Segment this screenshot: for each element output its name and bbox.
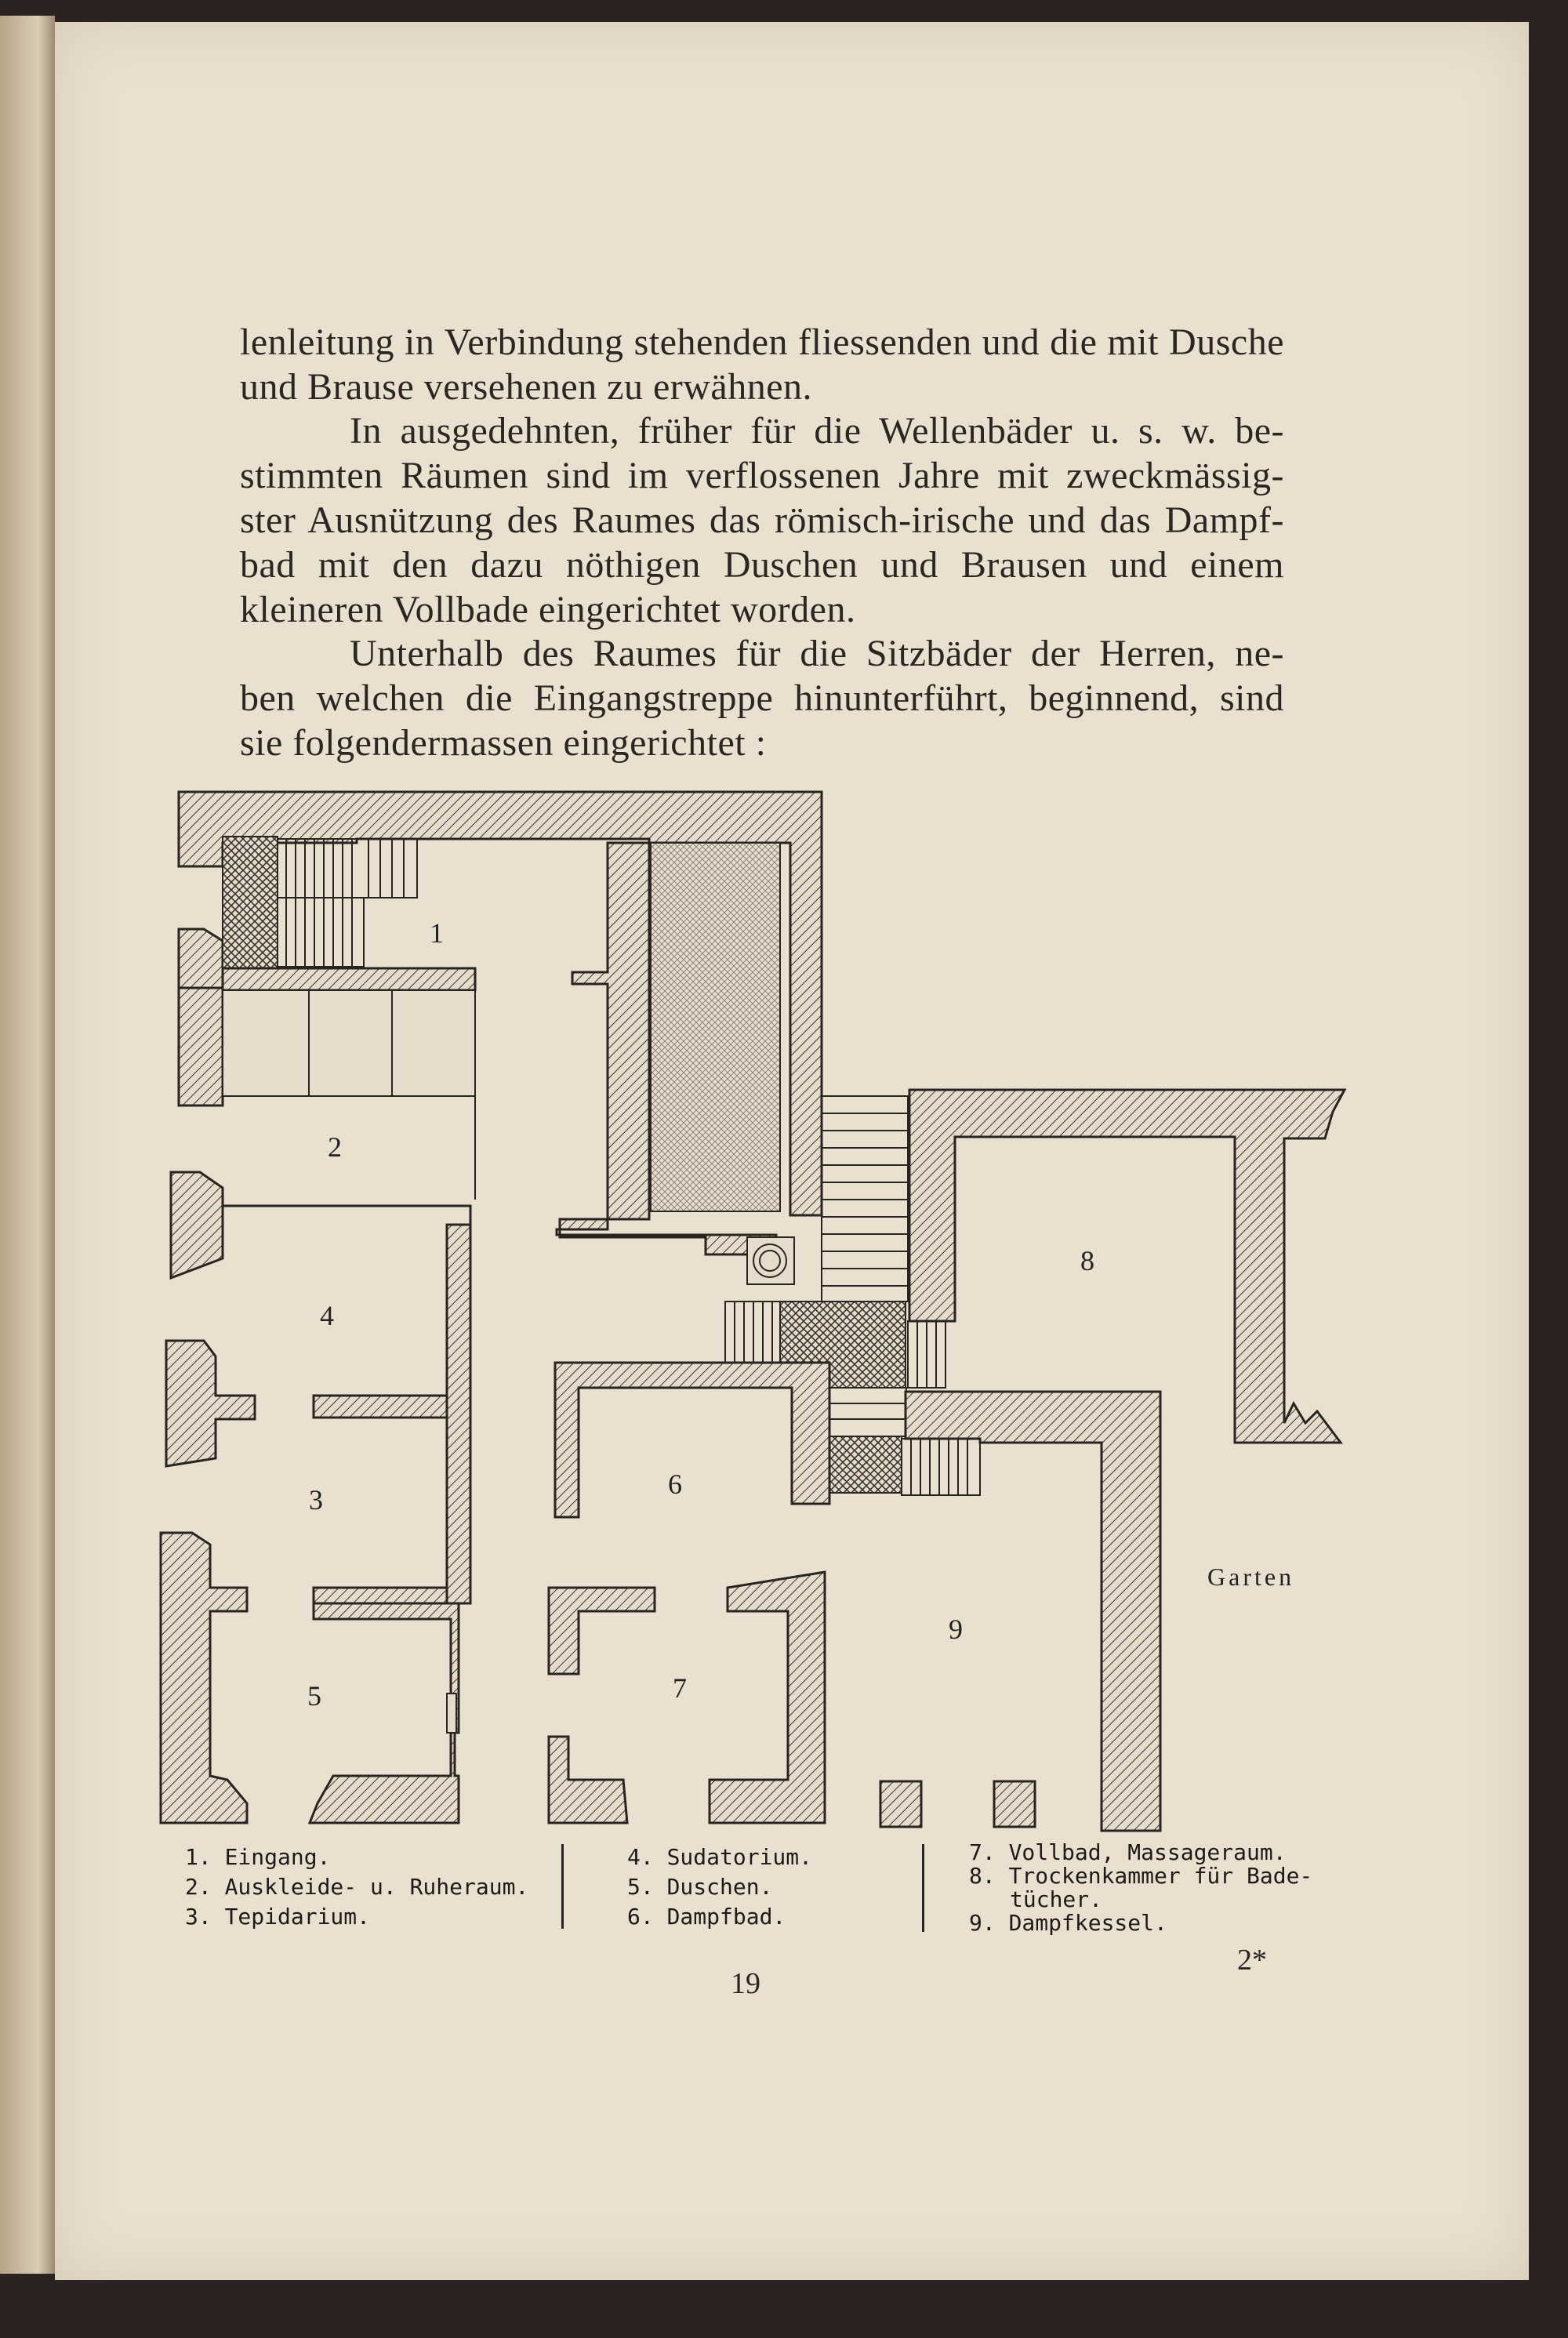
room-number-3: 3 bbox=[309, 1484, 323, 1516]
text-line: Unterhalb des Raumes für die Sitzbäder der Herren, ne- bbox=[350, 633, 1284, 674]
text-line: ster Ausnützung des Raumes das römisch-irische und das Dampf- bbox=[240, 499, 1284, 541]
room-number-2: 2 bbox=[328, 1131, 342, 1163]
legend-column-1 bbox=[185, 1842, 528, 1932]
text-line: stimmten Räumen sind im verflossenen Jahre mit zweckmässig- bbox=[240, 455, 1284, 496]
room-number-9: 9 bbox=[949, 1614, 963, 1645]
room-number-6: 6 bbox=[668, 1469, 682, 1500]
legend-item: 3. Tepidarium. bbox=[185, 1904, 371, 1930]
page-number: 19 bbox=[731, 1967, 760, 2000]
legend-divider bbox=[922, 1844, 924, 1932]
legend-column-2 bbox=[627, 1842, 812, 1932]
text-line: In ausgedehnten, früher für die Wellenbäder u. s. w. be- bbox=[350, 410, 1284, 452]
room-number-7: 7 bbox=[673, 1672, 687, 1704]
text-line: ben welchen die Eingangstreppe hinunterführt, beginnend, sind bbox=[240, 677, 1284, 719]
text-line: bad mit den dazu nöthigen Duschen und Brausen und einem bbox=[240, 544, 1284, 586]
text-line: sie folgendermassen eingerichtet : bbox=[240, 722, 767, 764]
legend-divider bbox=[561, 1844, 564, 1929]
text-line: lenleitung in Verbindung stehenden fliessenden und die mit Dusche bbox=[240, 321, 1284, 363]
legend-item: tücher. bbox=[1010, 1886, 1103, 1912]
garden-label: Garten bbox=[1207, 1563, 1295, 1591]
legend-column-3 bbox=[969, 1841, 1312, 1935]
room-number-5: 5 bbox=[307, 1680, 321, 1712]
legend-item: 7. Vollbad, Massageraum. bbox=[969, 1839, 1287, 1865]
room-number-4: 4 bbox=[320, 1300, 334, 1331]
legend-item: 1. Eingang. bbox=[185, 1844, 331, 1870]
text-line: und Brause versehenen zu erwähnen. bbox=[240, 366, 813, 408]
legend-item: 5. Duschen. bbox=[627, 1874, 773, 1900]
room-number-8: 8 bbox=[1080, 1245, 1094, 1276]
room-number-1: 1 bbox=[430, 917, 444, 949]
legend-item: 8. Trockenkammer für Bade- bbox=[969, 1863, 1313, 1889]
signature-mark: 2* bbox=[1237, 1944, 1267, 1977]
text-line: kleineren Vollbade eingerichtet worden. bbox=[240, 589, 856, 630]
legend-item: 6. Dampfbad. bbox=[627, 1904, 786, 1930]
legend-item: 2. Auskleide- u. Ruheraum. bbox=[185, 1874, 529, 1900]
legend-item: 9. Dampfkessel. bbox=[969, 1910, 1167, 1936]
legend-item: 4. Sudatorium. bbox=[627, 1844, 813, 1870]
